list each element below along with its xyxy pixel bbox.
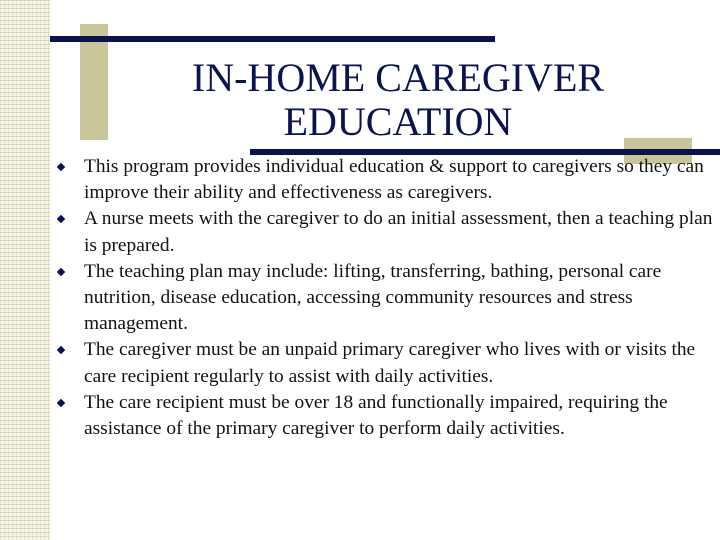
bullet-text: The caregiver must be an unpaid primary caregiver who lives with or visits the care recipient regularly to assist with daily activities. xyxy=(84,339,696,387)
left-stripe-decoration xyxy=(0,0,50,540)
slide-title-line-2: EDUCATION xyxy=(283,99,513,144)
diamond-bullet-icon xyxy=(57,346,65,354)
bullet-text: The care recipient must be over 18 and functionally impaired, requiring the assistance of the primary caregiver to perform daily activities. xyxy=(84,391,668,440)
bullet-item xyxy=(57,206,717,258)
diamond-bullet-icon xyxy=(57,163,65,171)
bullet-item xyxy=(57,390,717,442)
title-top-bar xyxy=(50,36,495,42)
slide-title-line-1: IN-HOME CAREGIVER xyxy=(191,55,605,100)
bullet-text: The teaching plan may include: lifting, transferring, bathing, personal care nutrition, disease education, accessing community resources and stress management. xyxy=(84,260,662,335)
bullet-item xyxy=(57,337,717,389)
diamond-bullet-icon xyxy=(57,268,65,276)
bullet-list xyxy=(57,154,717,442)
diamond-bullet-icon xyxy=(57,215,65,223)
slide-title xyxy=(108,56,688,144)
bullet-item xyxy=(57,154,717,206)
bullet-text: This program provides individual education & support to caregivers so they can improve their ability and effectiveness as caregivers. xyxy=(84,156,704,204)
bullet-item xyxy=(57,259,717,338)
bullet-text: A nurse meets with the caregiver to do an initial assessment, then a teaching plan is prepared. xyxy=(84,208,713,256)
diamond-bullet-icon xyxy=(57,399,65,407)
